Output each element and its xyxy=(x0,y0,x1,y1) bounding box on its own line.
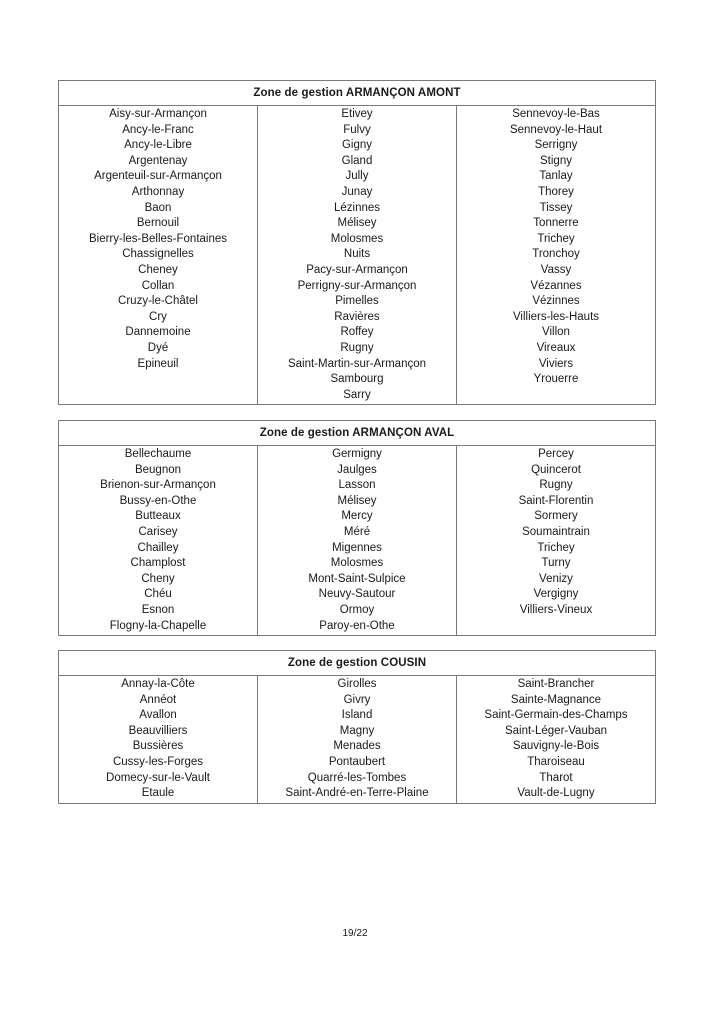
commune-name: Fulvy xyxy=(343,123,371,136)
zone-title: Zone de gestion COUSIN xyxy=(59,651,655,676)
commune-name: Nuits xyxy=(343,248,371,261)
commune-name: Annay-la-Côte xyxy=(121,678,195,690)
commune-name: Bussy-en-Othe xyxy=(119,494,197,507)
commune-column xyxy=(456,446,655,635)
commune-name: Saint-Germain-des-Champs xyxy=(484,709,628,722)
commune-name: Villiers-Vineux xyxy=(519,603,593,616)
commune-name: Villiers-les-Hauts xyxy=(512,310,600,323)
commune-name: Saint-Brancher xyxy=(517,678,595,690)
commune-column xyxy=(59,106,257,404)
commune-name: Beauvilliers xyxy=(128,724,188,737)
commune-name: Trichey xyxy=(537,232,575,245)
commune-name: Sennevoy-le-Bas xyxy=(512,108,600,120)
commune-name: Carisey xyxy=(138,525,178,538)
commune-name: Cruzy-le-Châtel xyxy=(118,295,198,308)
commune-name: Saint-Florentin xyxy=(518,494,594,507)
commune-name: Avallon xyxy=(139,709,177,722)
commune-name: Annéot xyxy=(139,693,177,706)
zone-armancon-amont xyxy=(58,80,656,405)
zone-armancon-aval xyxy=(58,420,656,636)
commune-name: Chéu xyxy=(144,588,172,601)
commune-name: Lézinnes xyxy=(333,201,381,214)
zone-columns xyxy=(59,106,655,404)
commune-name: Dannemoine xyxy=(125,326,191,339)
commune-name: Bierry-les-Belles-Fontaines xyxy=(88,232,228,245)
commune-name: Yrouerre xyxy=(533,373,579,386)
commune-name: Cry xyxy=(149,310,167,323)
zone-title: Zone de gestion ARMANÇON AVAL xyxy=(59,421,655,446)
commune-name: Baon xyxy=(144,201,172,214)
commune-name: Cheney xyxy=(138,263,178,276)
commune-name: Molosmes xyxy=(330,557,384,570)
commune-name: Domecy-sur-le-Vault xyxy=(106,771,210,784)
commune-name: Ancy-le-Franc xyxy=(122,123,194,136)
commune-name: Pontaubert xyxy=(328,755,386,768)
commune-name: Molosmes xyxy=(330,232,384,245)
commune-name: Cheny xyxy=(141,572,175,585)
commune-name: Ancy-le-Libre xyxy=(124,139,192,152)
commune-name: Argentenay xyxy=(128,154,188,167)
commune-column xyxy=(456,676,655,803)
commune-name: Turny xyxy=(541,557,571,570)
commune-name: Mélisey xyxy=(337,217,377,230)
commune-name: Epineuil xyxy=(137,357,179,370)
commune-column xyxy=(59,676,257,803)
commune-name: Girolles xyxy=(337,678,377,690)
commune-name: Tronchoy xyxy=(532,248,580,261)
commune-name: Collan xyxy=(141,279,175,292)
commune-name: Gland xyxy=(341,154,373,167)
commune-name: Tissey xyxy=(539,201,573,214)
commune-name: Cussy-les-Forges xyxy=(112,755,204,768)
page-number: 19/22 xyxy=(342,928,368,939)
commune-name: Vault-de-Lugny xyxy=(517,787,595,800)
commune-name: Tanlay xyxy=(539,170,573,183)
commune-name: Stigny xyxy=(540,154,572,167)
commune-name: Rugny xyxy=(539,479,573,492)
commune-name: Venizy xyxy=(539,572,573,585)
commune-name: Bellechaume xyxy=(124,448,192,460)
commune-name: Junay xyxy=(341,185,373,198)
commune-name: Saint-Léger-Vauban xyxy=(504,724,608,737)
commune-name: Mélisey xyxy=(337,494,377,507)
commune-name: Sauvigny-le-Bois xyxy=(512,740,600,753)
commune-name: Aisy-sur-Armançon xyxy=(109,108,207,120)
commune-name: Vergigny xyxy=(533,588,579,601)
commune-name: Jaulges xyxy=(337,463,377,476)
commune-name: Percey xyxy=(538,448,574,460)
commune-name: Arthonnay xyxy=(131,185,185,198)
commune-name: Ormoy xyxy=(339,603,375,616)
commune-name: Quincerot xyxy=(531,463,581,476)
commune-name: Menades xyxy=(333,740,381,753)
commune-name: Chailley xyxy=(137,541,179,554)
commune-name: Tonnerre xyxy=(533,217,579,230)
commune-name: Vassy xyxy=(540,263,572,276)
commune-name: Lasson xyxy=(338,479,376,492)
zone-title: Zone de gestion ARMANÇON AMONT xyxy=(59,81,655,106)
commune-name: Thorey xyxy=(538,185,574,198)
commune-name: Champlost xyxy=(130,557,186,570)
commune-name: Perrigny-sur-Armançon xyxy=(297,279,417,292)
commune-name: Quarré-les-Tombes xyxy=(307,771,407,784)
commune-name: Germigny xyxy=(332,448,382,460)
commune-name: Mont-Saint-Sulpice xyxy=(308,572,406,585)
commune-name: Rugny xyxy=(340,341,374,354)
commune-name: Viviers xyxy=(538,357,574,370)
commune-name: Vézinnes xyxy=(532,295,580,308)
commune-name: Bussières xyxy=(132,740,184,753)
commune-name: Dyé xyxy=(147,341,169,354)
commune-name: Ravières xyxy=(334,310,380,323)
commune-name: Bernouil xyxy=(136,217,180,230)
commune-name: Chassignelles xyxy=(122,248,194,261)
commune-name: Mercy xyxy=(341,510,373,523)
commune-name: Paroy-en-Othe xyxy=(319,619,395,632)
commune-name: Sarry xyxy=(343,388,371,401)
commune-name: Sambourg xyxy=(330,373,384,386)
commune-name: Vireaux xyxy=(536,341,576,354)
commune-name: Roffey xyxy=(340,326,374,339)
commune-column xyxy=(257,106,456,404)
commune-name: Trichey xyxy=(537,541,575,554)
zone-cousin xyxy=(58,650,656,804)
commune-name: Soumaintrain xyxy=(522,525,590,538)
commune-name: Butteaux xyxy=(135,510,181,523)
commune-name: Sainte-Magnance xyxy=(510,693,602,706)
commune-name: Pacy-sur-Armançon xyxy=(306,263,408,276)
commune-name: Esnon xyxy=(141,603,175,616)
commune-name: Etaule xyxy=(141,787,175,800)
commune-name: Gigny xyxy=(341,139,373,152)
commune-name: Villon xyxy=(542,326,570,339)
commune-name: Saint-André-en-Terre-Plaine xyxy=(285,787,429,800)
commune-name: Serrigny xyxy=(534,139,578,152)
commune-name: Tharot xyxy=(539,771,573,784)
commune-name: Saint-Martin-sur-Armançon xyxy=(287,357,427,370)
commune-name: Givry xyxy=(343,693,371,706)
zone-columns xyxy=(59,676,655,803)
commune-name: Vézannes xyxy=(530,279,582,292)
commune-name: Neuvy-Sautour xyxy=(318,588,396,601)
commune-column xyxy=(257,446,456,635)
commune-name: Sormery xyxy=(534,510,578,523)
commune-name: Island xyxy=(341,709,373,722)
commune-name: Argenteuil-sur-Armançon xyxy=(94,170,222,183)
zone-columns xyxy=(59,446,655,635)
commune-column xyxy=(456,106,655,404)
commune-name: Migennes xyxy=(332,541,382,554)
commune-name: Méré xyxy=(343,525,371,538)
commune-column xyxy=(59,446,257,635)
commune-name: Etivey xyxy=(341,108,373,120)
commune-name: Jully xyxy=(345,170,369,183)
commune-name: Beugnon xyxy=(134,463,182,476)
commune-name: Sennevoy-le-Haut xyxy=(509,123,603,136)
commune-name: Tharoiseau xyxy=(527,755,585,768)
commune-name: Pimelles xyxy=(335,295,379,308)
commune-name: Brienon-sur-Armançon xyxy=(100,479,216,492)
commune-name: Flogny-la-Chapelle xyxy=(109,619,207,632)
commune-name: Magny xyxy=(339,724,375,737)
commune-column xyxy=(257,676,456,803)
